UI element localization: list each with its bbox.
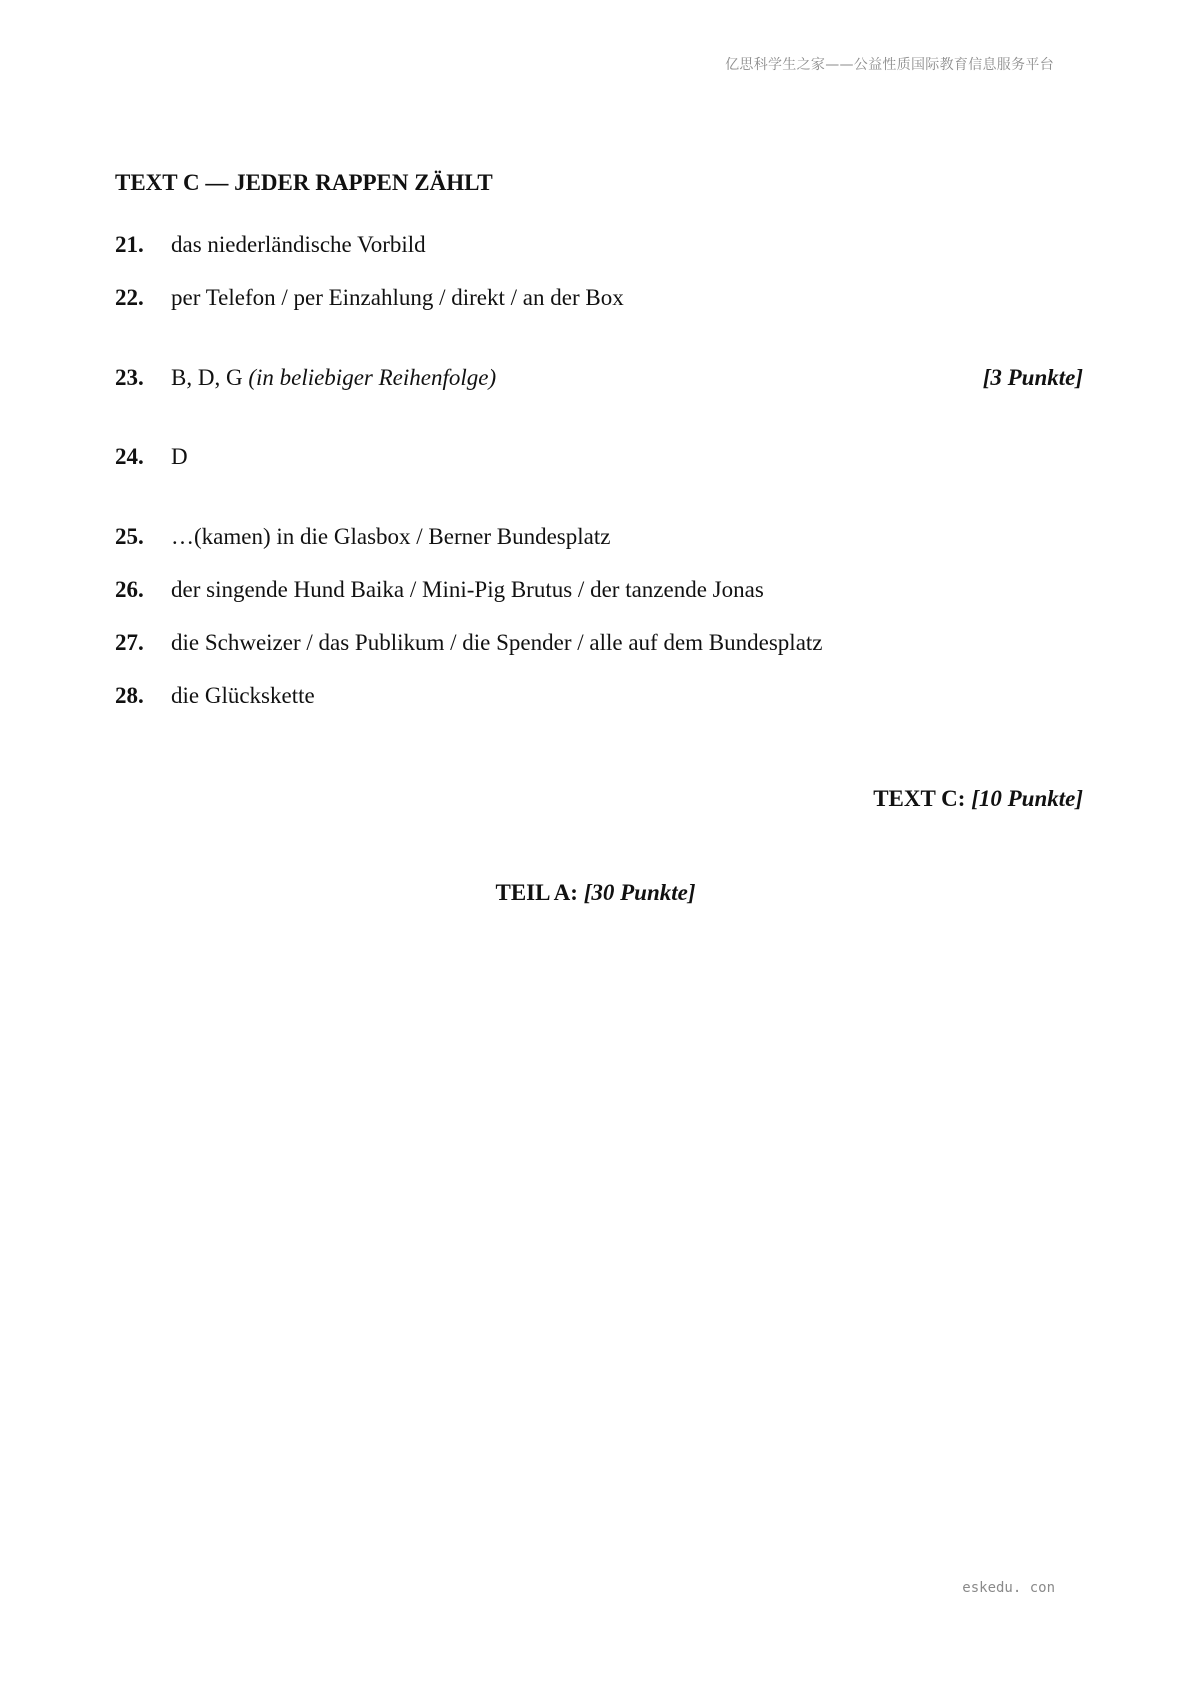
- item-number: 21.: [115, 232, 144, 257]
- item-answer: D: [171, 444, 188, 469]
- item-answer: B, D, G: [171, 365, 243, 390]
- item-answer: per Telefon / per Einzahlung / direkt / an der Box: [171, 285, 624, 310]
- answer-item-23: [115, 363, 1083, 393]
- teil-a-total-label: TEIL A:: [495, 880, 578, 905]
- answer-item-27: [115, 628, 1083, 658]
- text-c-total: [873, 786, 1083, 812]
- footer-site-watermark: eskedu. con: [962, 1580, 1055, 1596]
- teil-a-total-points: [30 Punkte]: [583, 880, 696, 905]
- answer-item-21: [115, 230, 1083, 260]
- item-number: 22.: [115, 285, 144, 310]
- answer-item-26: [115, 575, 1083, 605]
- text-c-total-points: [10 Punkte]: [971, 786, 1083, 811]
- section-title: TEXT C — JEDER RAPPEN ZÄHLT: [115, 170, 493, 195]
- item-answer-group: [171, 363, 496, 393]
- header-watermark: 亿思科学生之家——公益性质国际教育信息服务平台: [725, 57, 1054, 73]
- item-answer: die Schweizer / das Publikum / die Spender / alle auf dem Bundesplatz: [171, 630, 823, 655]
- answer-item-25: [115, 522, 1083, 552]
- answer-item-22: [115, 283, 1083, 313]
- item-points: [3 Punkte]: [982, 365, 1083, 390]
- item-number: 27.: [115, 630, 144, 655]
- teil-a-total: [0, 880, 1191, 906]
- text-c-total-label: TEXT C:: [873, 786, 966, 811]
- answer-item-28: [115, 681, 1083, 711]
- item-number: 26.: [115, 577, 144, 602]
- item-answer: das niederländische Vorbild: [171, 232, 426, 257]
- item-answer: der singende Hund Baika / Mini-Pig Brutus / der tanzende Jonas: [171, 577, 764, 602]
- item-note: (in beliebiger Reihenfolge): [248, 365, 497, 390]
- item-answer: die Glückskette: [171, 683, 315, 708]
- item-number: 28.: [115, 683, 144, 708]
- item-answer: …(kamen) in die Glasbox / Berner Bundesplatz: [171, 524, 611, 549]
- item-number: 25.: [115, 524, 144, 549]
- answer-item-24: [115, 442, 1083, 472]
- item-number: 23.: [115, 365, 144, 390]
- item-number: 24.: [115, 444, 144, 469]
